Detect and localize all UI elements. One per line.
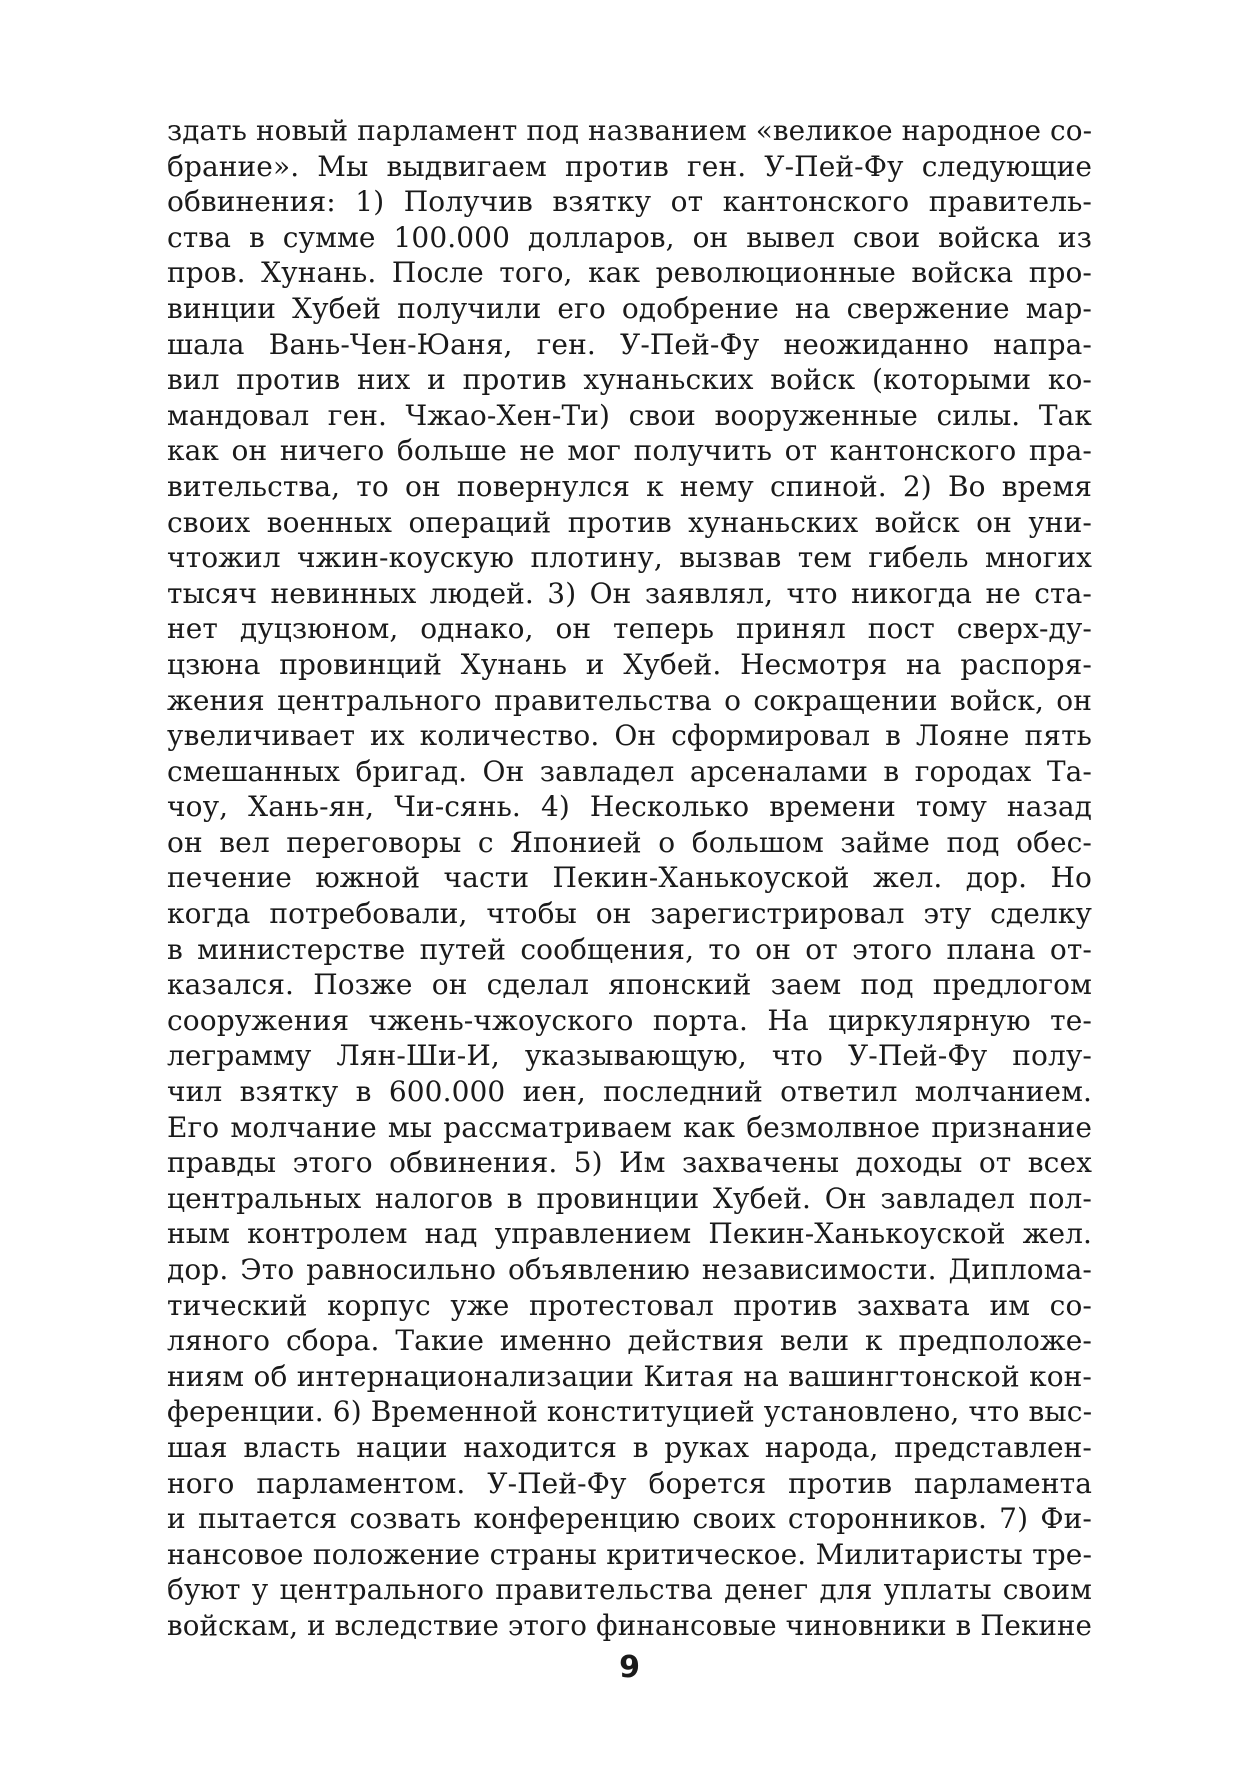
text-line: увеличивает их количество. Он сформировал в Лояне пять [167, 719, 1092, 753]
page-number: 9 [619, 1650, 640, 1685]
text-line: как он ничего больше не мог получить от кантонского пра- [167, 434, 1092, 468]
text-line: он вел переговоры с Японией о большом займе под обес- [167, 825, 1092, 859]
text-line: пров. Хунань. После того, как революционные войска про- [167, 256, 1092, 290]
text-line: шала Вань-Чен-Юаня, ген. У-Пей-Фу неожиданно напра- [167, 327, 1092, 361]
text-line: дор. Это равносильно объявлению независимости. Диплома- [167, 1253, 1092, 1286]
text-line: ства в сумме 100.000 долларов, он вывел свои войска из [167, 220, 1092, 254]
text-line: тысяч невинных людей. 3) Он заявлял, что никогда не ста- [167, 576, 1092, 610]
text-line: чоу, Хань-ян, Чи-сянь. 4) Несколько времени тому назад [167, 790, 1092, 824]
text-line: ляного сбора. Такие именно действия вели к предположе- [167, 1324, 1092, 1358]
text-line: цзюна провинций Хунань и Хубей. Несмотря на распоря- [167, 647, 1092, 681]
text-line: и пытается созвать конференцию своих сторонников. 7) Фи- [167, 1502, 1092, 1536]
text-line: шая власть нации находится в руках народа, представлен- [167, 1430, 1092, 1464]
text-line: винции Хубей получили его одобрение на свержение мар- [167, 291, 1092, 325]
text-line: леграмму Лян-Ши-И, указывающую, что У-Пей-Фу полу- [167, 1039, 1092, 1073]
text-line: вительства, то он повернулся к нему спиной. 2) Во время [167, 469, 1092, 503]
text-line: центральных налогов в провинции Хубей. Он завладел пол- [167, 1181, 1092, 1215]
body-text [167, 113, 1092, 1644]
text-line: своих военных операций против хунаньских войск он уни- [167, 505, 1092, 539]
text-line: казался. Позже он сделал японский заем под предлогом [167, 968, 1092, 1002]
text-line: смешанных бригад. Он завладел арсеналами в городах Та- [167, 754, 1092, 788]
text-line: нет дуцзюном, однако, он теперь принял пост сверх-ду- [167, 612, 1092, 646]
text-line: печение южной части Пекин-Ханькоуской жел. дор. Но [167, 861, 1092, 895]
text-line: брание». Мы выдвигаем против ген. У-Пей-Фу следующие [167, 149, 1092, 183]
text-line: вил против них и против хунаньских войск (которыми ко- [167, 363, 1092, 397]
text-line: тический корпус уже протестовал против захвата им со- [167, 1288, 1092, 1322]
text-line: жения центрального правительства о сокращении войск, он [167, 683, 1092, 717]
text-line: когда потребовали, чтобы он зарегистрировал эту сделку [167, 897, 1092, 931]
text-line: ниям об интернационализации Китая на вашингтонской кон- [167, 1359, 1092, 1393]
text-line: сооружения чжень-чжоуского порта. На циркулярную те- [167, 1003, 1092, 1037]
text-line: обвинения: 1) Получив взятку от кантонского правитель- [167, 185, 1092, 219]
text-line: в министерстве путей сообщения, то он от этого плана от- [167, 932, 1092, 966]
text-line: нансовое положение страны критическое. Милитаристы тре- [167, 1537, 1092, 1571]
text-line: ференции. 6) Временной конституцией установлено, что выс- [167, 1395, 1093, 1429]
text-line: войскам, и вследствие этого финансовые чиновники в Пекине [167, 1608, 1092, 1642]
text-line: ным контролем над управлением Пекин-Ханькоуской жел. [167, 1217, 1092, 1251]
text-line: чтожил чжин-коускую плотину, вызвав тем гибель многих [167, 541, 1092, 575]
text-line: здать новый парламент под названием «великое народное со- [167, 114, 1093, 147]
text-line: Его молчание мы рассматриваем как безмолвное признание [167, 1110, 1092, 1144]
text-line: чил взятку в 600.000 иен, последний ответил молчанием. [167, 1075, 1092, 1109]
text-line: ного парламентом. У-Пей-Фу борется против парламента [167, 1466, 1092, 1500]
text-line: правды этого обвинения. 5) Им захвачены доходы от всех [167, 1146, 1092, 1180]
text-line: мандовал ген. Чжао-Хен-Ти) свои вооруженные силы. Так [167, 398, 1092, 432]
text-line: буют у центрального правительства денег для уплаты своим [167, 1573, 1092, 1607]
